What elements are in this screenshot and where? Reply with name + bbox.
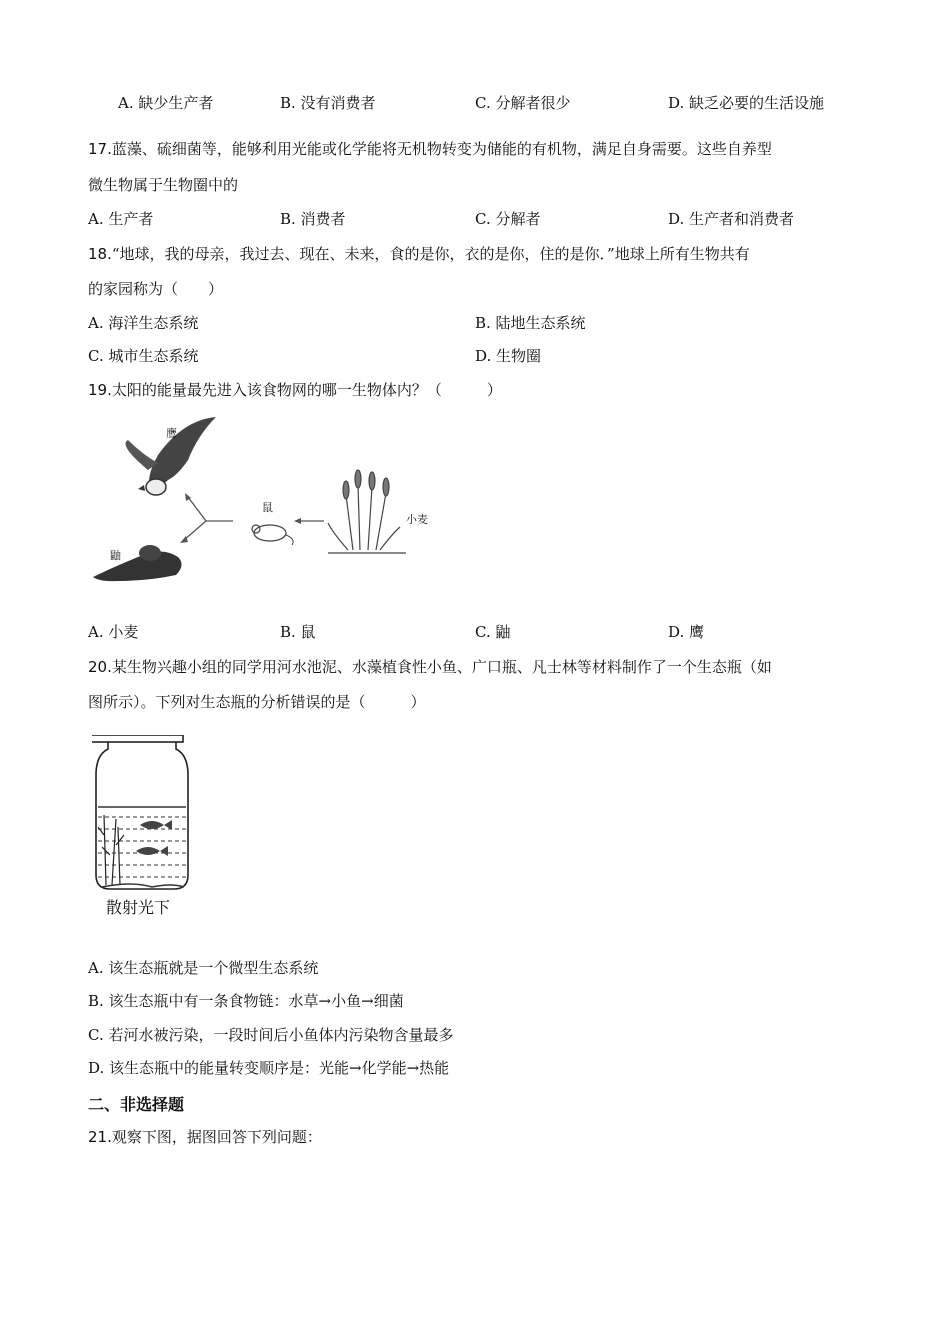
q16-option-a: A. 缺少生产者 <box>118 94 214 112</box>
q20-number: 20. <box>88 658 112 676</box>
wheat-label: 小麦 <box>406 513 428 526</box>
bottle-outline <box>92 735 188 889</box>
q21-number: 21. <box>88 1128 112 1146</box>
arrow-heads <box>180 493 301 543</box>
q17-option-a: A. 生产者 <box>88 210 154 228</box>
q19-option-d: D. 鹰 <box>668 623 705 641</box>
fish-illustration <box>136 820 172 856</box>
q19-option-a: A. 小麦 <box>88 623 139 641</box>
q17-stem-line1 <box>88 139 772 159</box>
q16-option-d: D. 缺乏必要的生活设施 <box>668 94 825 112</box>
q18-option-a: A. 海洋生态系统 <box>88 314 199 332</box>
q20-option-c: C. 若河水被污染，一段时间后小鱼体内污染物含量最多 <box>88 1026 454 1044</box>
weasel-label: 鼬 <box>110 549 121 562</box>
mouse-label: 鼠 <box>262 501 273 514</box>
q17-number: 17. <box>88 140 112 158</box>
q20-stem-text: 某生物兴趣小组的同学用河水池泥、水藻植食性小鱼、广口瓶、凡士林等材料制作了一个生态瓶（如 <box>111 658 772 676</box>
q18-option-d: D. 生物圈 <box>475 347 542 365</box>
mouse-illustration <box>252 525 293 545</box>
q18-option-c: C. 城市生态系统 <box>88 347 199 365</box>
eagle-label: 鹰 <box>166 427 177 440</box>
q19-option-b: B. 鼠 <box>280 623 316 641</box>
section-title-non-choice: 二、非选择题 <box>88 1095 185 1114</box>
food-web-figure <box>88 415 448 595</box>
q17-option-c: C. 分解者 <box>475 210 541 228</box>
q21-stem <box>88 1127 322 1147</box>
q18-stem-line2: 的家园称为（ ） <box>88 280 224 298</box>
q19-stem-text: 太阳的能量最先进入该食物网的哪一生物体内？（ ） <box>111 381 502 399</box>
q19-stem <box>88 380 502 400</box>
q20-stem-line2: 图所示）。下列对生态瓶的分析错误的是（ ） <box>88 693 426 711</box>
q19-number: 19. <box>88 381 112 399</box>
water-lines <box>98 807 186 877</box>
q17-stem-text: 蓝藻、硫细菌等，能够利用光能或化学能将无机物转变为储能的有机物，满足自身需要。这些自养型 <box>111 140 772 158</box>
q18-stem-text: “地球，我的母亲，我过去、现在、未来，食的是你，衣的是你，住的是你．”地球上所有生物共有 <box>111 245 750 263</box>
bottle-mud <box>102 884 184 887</box>
q18-number: 18. <box>88 245 112 263</box>
q17-stem-line2: 微生物属于生物圈中的 <box>88 176 239 194</box>
weasel-illustration <box>93 545 182 581</box>
q20-stem-line1 <box>88 657 772 677</box>
q16-option-c: C. 分解者很少 <box>475 94 571 112</box>
q20-option-d: D. 该生态瓶中的能量转变顺序是：光能→化学能→热能 <box>88 1059 450 1077</box>
q20-option-b: B. 该生态瓶中有一条食物链：水草→小鱼→细菌 <box>88 992 404 1010</box>
q17-option-d: D. 生产者和消费者 <box>668 210 795 228</box>
water-plant <box>98 815 124 885</box>
q17-option-b: B. 消费者 <box>280 210 346 228</box>
q20-option-a: A. 该生态瓶就是一个微型生态系统 <box>88 959 319 977</box>
q18-option-b: B. 陆地生态系统 <box>475 314 586 332</box>
bottle-caption: 散射光下 <box>106 898 171 917</box>
wheat-illustration <box>328 470 406 553</box>
q21-stem-text: 观察下图，据图回答下列问题： <box>111 1128 322 1146</box>
ecological-bottle-figure <box>92 735 202 895</box>
q18-stem-line1 <box>88 244 750 264</box>
q16-option-b: B. 没有消费者 <box>280 94 376 112</box>
q19-option-c: C. 鼬 <box>475 623 511 641</box>
